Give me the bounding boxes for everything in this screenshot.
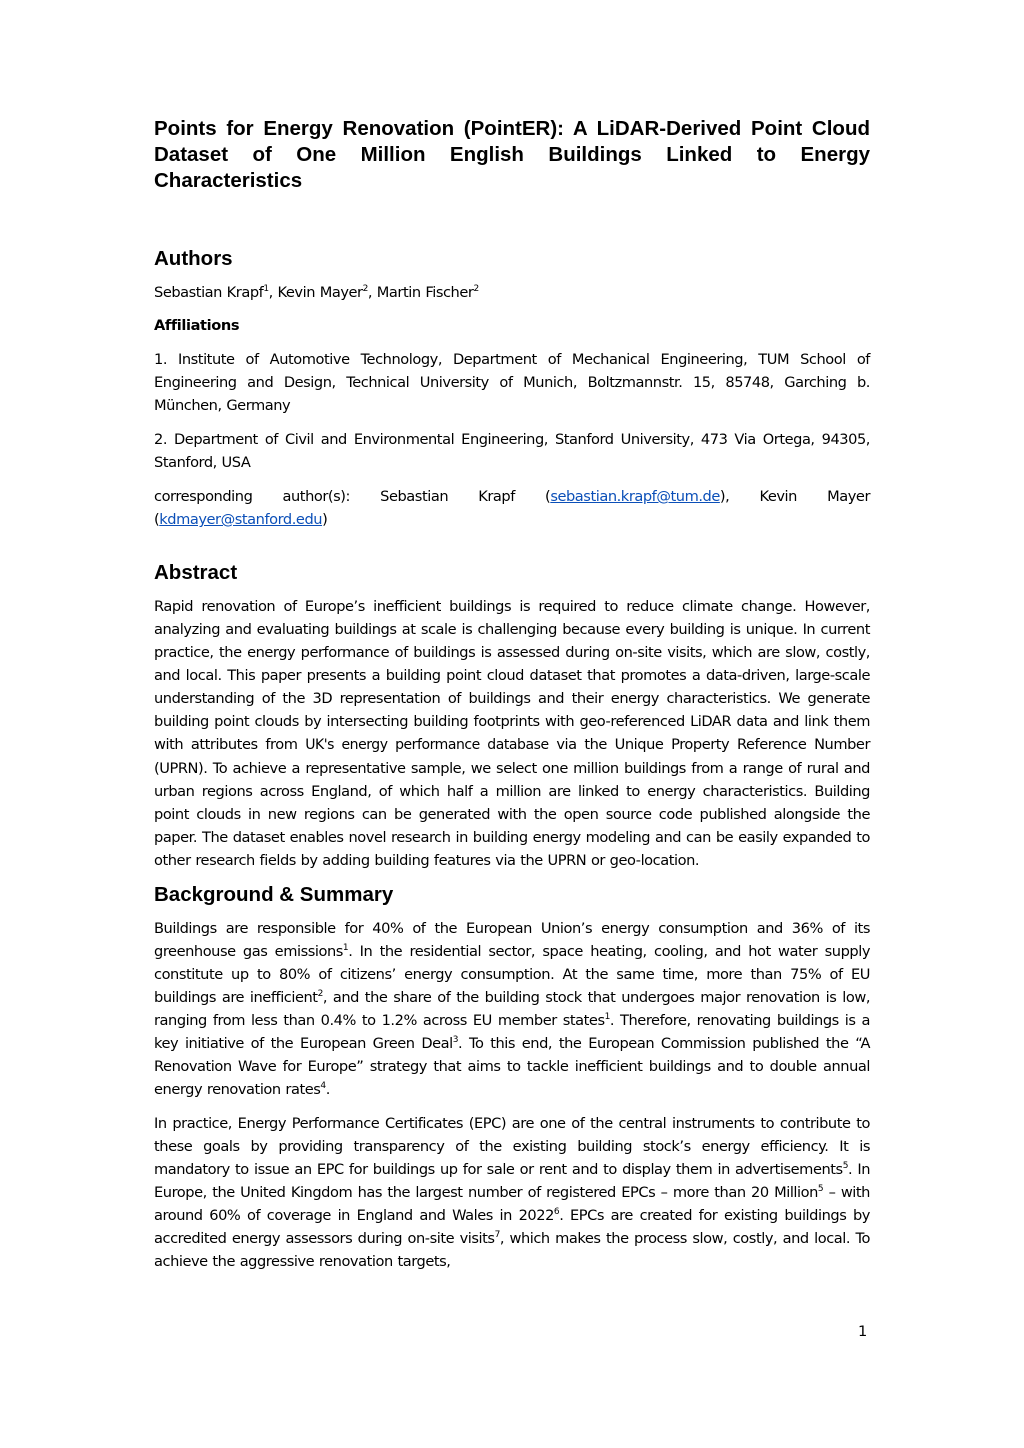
citation-ref: 7 <box>494 1230 500 1240</box>
affiliations-heading: Affiliations <box>154 317 240 334</box>
authors-heading: Authors <box>154 247 233 270</box>
citation-ref: 5 <box>817 1184 824 1194</box>
affiliation-2: 2. Department of Civil and Environmental Engineering, Stanford University, 473 Via Ortega, 94305, Stanford, USA <box>154 431 870 471</box>
citation-ref: 1 <box>342 943 349 953</box>
author-name: Sebastian Krapf <box>154 284 264 301</box>
author-list: Sebastian Krapf$^1$, Kevin Mayer$^2$, Martin Fischer$^2$ <box>154 284 479 301</box>
email-link-krapf[interactable]: sebastian.krapf@tum.de <box>550 488 720 505</box>
citation-ref: 5 <box>842 1161 848 1171</box>
citation-ref: 4 <box>320 1081 326 1091</box>
abstract-heading: Abstract <box>154 561 238 584</box>
page-number: 1 <box>858 1323 868 1340</box>
paper-title: Points for Energy Renovation (PointER): A LiDAR-Derived Point Cloud Dataset of One Million English Buildings Linked to Energy Characteristics <box>154 117 870 192</box>
corresponding-authors: corresponding author(s): Sebastian Krapf (sebastian.krapf@tum.de), Kevin Mayer (kdmayer@stanford.edu) <box>154 488 870 528</box>
abstract-text: Rapid renovation of Europe’s inefficient buildings is required to reduce climate change. However, analyzing and evaluating buildings at scale is challenging because every building is unique. In current practice, the energy performance of buildings is assessed during on-site visits, which are slow, costly, and local. This paper presents a building point cloud dataset that promotes a data-driven, large-scale understanding of the 3D representation of buildings and their energy characteristics. We generate building point clouds by intersecting building footprints with geo-referenced LiDAR data and link them with attributes from UK's energy performance database via the Unique Property Reference Number (UPRN). To achieve a representative sample, we select one million buildings from a range of rural and urban regions across England, of which half a million are linked to energy characteristics. Building point clouds in new regions can be generated with the open source code published alongside the paper. The dataset enables novel research in building energy modeling and can be easily expanded to other research fields by adding building features via the UPRN or geo-location. <box>154 598 871 869</box>
background-heading: Background & Summary <box>154 883 394 906</box>
paper-page <box>154 116 870 1273</box>
author-name: Kevin Mayer <box>277 284 363 301</box>
author-affiliation-sup: 1 <box>263 284 269 294</box>
citation-ref: 3 <box>452 1035 459 1045</box>
citation-ref: 6 <box>553 1207 560 1217</box>
author-affiliation-sup: 2 <box>473 284 479 294</box>
email-link-mayer[interactable]: kdmayer@stanford.edu <box>159 511 323 528</box>
citation-ref: 1 <box>604 1012 610 1022</box>
citation-ref: 2 <box>317 989 323 999</box>
affiliation-1: 1. Institute of Automotive Technology, Department of Mechanical Engineering, TUM School of Engineering and Design, Technical University of Munich, Boltzmannstr. 15, 85748, Garching b. München, Germany <box>154 351 870 414</box>
author-name: Martin Fischer <box>376 284 474 301</box>
background-paragraph-2: In practice, Energy Performance Certificates (EPC) are one of the central instruments to contribute to these goals by providing transparency of the existing building stock’s energy efficiency. It is mandatory to issue an EPC for buildings up for sale or rent and to display them in advertisements$^5$. In Europe, the United Kingdom has the largest number of registered EPCs – more than 20 Million$^5$ – with around 60% of coverage in England and Wales in 2022$^6$. EPCs are created for existing buildings by accredited energy assessors during on-site visits$^7$, which makes the process slow, costly, and local. To achieve the aggressive renovation targets, <box>154 1115 871 1270</box>
author-affiliation-sup: 2 <box>362 284 368 294</box>
background-paragraph-1: Buildings are responsible for 40% of the European Union’s energy consumption and 36% of its greenhouse gas emissions$^1$. In the residential sector, space heating, cooling, and hot water supply constitute up to 80% of citizens’ energy consumption. At the same time, more than 75% of EU buildings are inefficient$^2$, and the share of the building stock that undergoes major renovation is low, ranging from less than 0.4% to 1.2% across EU member states$^1$. Therefore, renovating buildings is a key initiative of the European Green Deal$^3$. To this end, the European Commission published the “A Renovation Wave for Europe” strategy that aims to tackle inefficient buildings and to double annual energy renovation rates$^4$. <box>154 920 871 1098</box>
